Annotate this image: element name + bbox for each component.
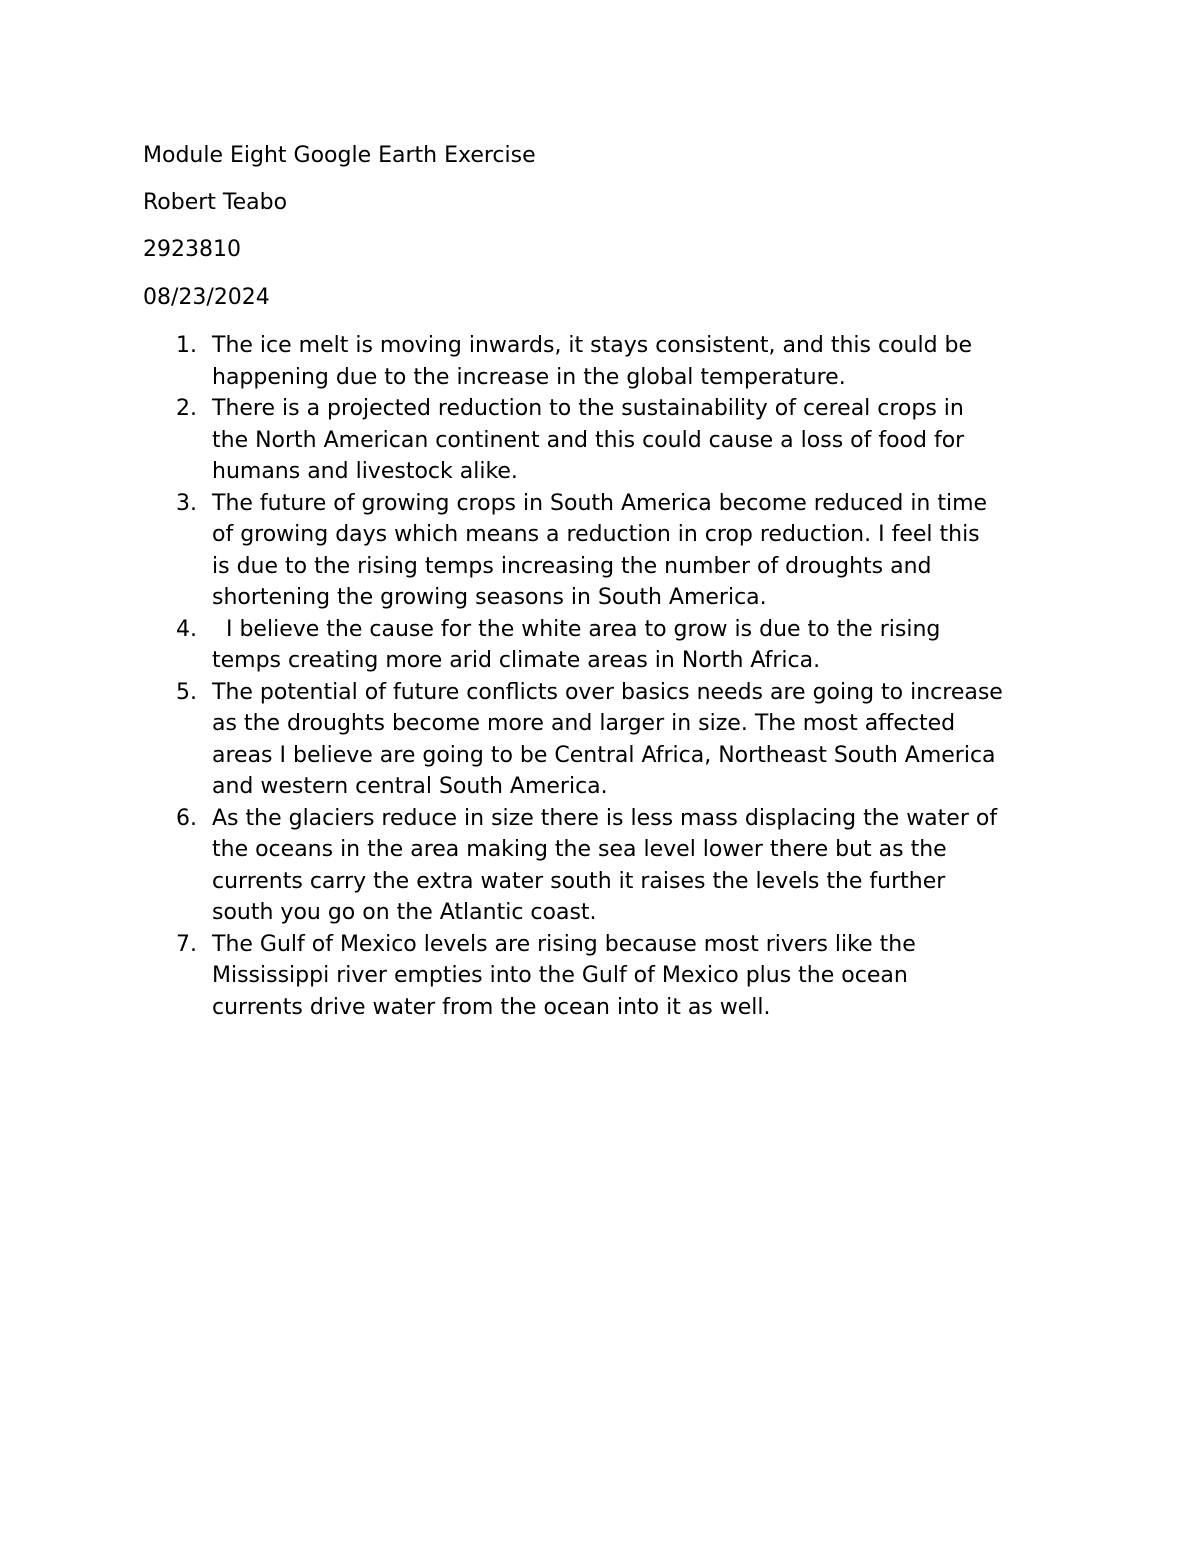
answer-text-line: As the glaciers reduce in size there is less mass displacing the water of [212,805,998,831]
answer-text-line: is due to the rising temps increasing the number of droughts and [212,553,932,579]
student-id: 2923810 [143,237,241,262]
answer-item [143,677,1073,803]
answer-text-line: currents carry the extra water south it raises the levels the further [212,868,946,894]
answer-text-line: Mississippi river empties into the Gulf of Mexico plus the ocean [212,963,908,988]
answer-text-line: as the droughts become more and larger in size. The most affected [212,711,956,736]
answer-number: 4. [176,616,197,642]
answer-text-line: happening due to the increase in the global temperature. [212,364,846,390]
answer-item [143,803,1073,929]
author-name: Robert Teabo [143,190,288,215]
answer-number: 3. [176,490,197,516]
answer-text-line: south you go on the Atlantic coast. [212,900,597,925]
answer-text-line: The ice melt is moving inwards, it stays consistent, and this could be [212,333,973,358]
answer-text-line: humans and livestock alike. [212,459,518,484]
answer-number: 2. [176,396,197,421]
answer-item [143,614,1073,677]
answer-text-line: areas I believe are going to be Central Africa, Northeast South America [212,742,996,768]
answer-text-line: the North American continent and this could cause a loss of food for [212,427,965,453]
answer-item [143,330,1073,393]
answer-text-line: The potential of future conflicts over basics needs are going to increase [212,679,1003,705]
answer-number: 6. [176,805,197,831]
answer-text-line: I believe the cause for the white area to grow is due to the rising [212,616,941,642]
document-title: Module Eight Google Earth Exercise [143,143,536,168]
answer-list [143,330,1073,1023]
answer-text-line: and western central South America. [212,774,608,799]
answer-number: 7. [176,931,197,957]
answer-item [143,393,1073,488]
answer-item [143,488,1073,614]
answer-text-line: of growing days which means a reduction in crop reduction. I feel this [212,522,980,547]
answer-text-line: The future of growing crops in South America become reduced in time [212,490,988,516]
answer-text-line: currents drive water from the ocean into it as well. [212,994,771,1020]
answer-text-line: The Gulf of Mexico levels are rising because most rivers like the [212,931,916,957]
answer-text-line: the oceans in the area making the sea level lower there but as the [212,837,947,862]
answer-text-line: shortening the growing seasons in South America. [212,585,767,610]
answer-number: 1. [176,333,197,358]
answer-text-line: There is a projected reduction to the sustainability of cereal crops in [212,396,964,421]
document-date: 08/23/2024 [143,285,270,310]
answer-item [143,929,1073,1024]
answer-text-line: temps creating more arid climate areas in North Africa. [212,648,821,673]
answer-number: 5. [176,679,197,705]
